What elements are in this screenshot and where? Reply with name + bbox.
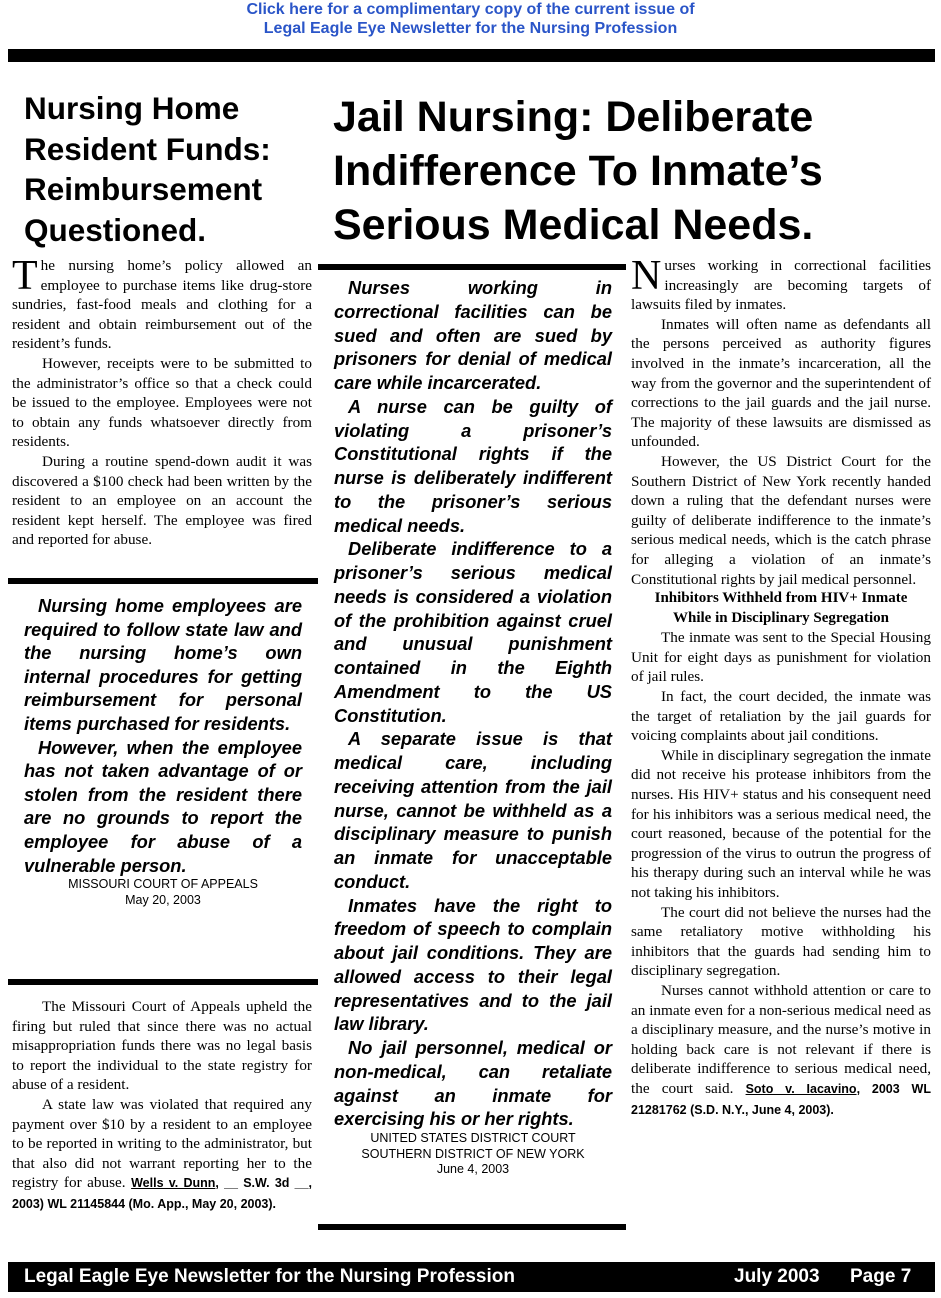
main-title-line-1: Jail Nursing: Deliberate [333,93,814,141]
footer-issue-date: July 2003 [734,1266,820,1287]
main-paragraph-3: However, the US District Court for the Southern District of New York recently handed down a ruling that the defendant nurses were guilty of deliberate indifference to the inmate’s serious medical needs, which is the catch phrase for alleging a violation of an inmate’s Constitutional rights by jail medical personnel. [631,452,931,588]
promo-line-1[interactable]: Click here for a complimentary copy of the current issue of [246,1,695,18]
left-closing-para-1: The Missouri Court of Appeals upheld the firing but ruled that since there was no actual misappropriation funds there was no legal basis to report the individual to the state registry for abuse of a resident. [12,998,312,1094]
left-article-body [12,253,312,550]
main-court-date: June 4, 2003 [436,1162,510,1176]
left-pull-quote [24,594,302,908]
main-court-line-2: SOUTHERN DISTRICT OF NEW YORK [361,1146,585,1161]
main-subhead-line-1: Inhibitors Withheld from HIV+ Inmate [654,590,908,607]
main-pull-para-5: Inmates have the right to freedom of speech to complain about jail conditions. They are allowed access to their legal representatives and to the jail law library. [334,894,612,1035]
left-rule-upper [8,578,318,584]
top-rule [8,49,935,62]
main-article-title [333,90,933,252]
left-article-title [24,88,324,250]
main-paragraph-7: The court did not believe the nurses had the same retaliatory motive withholding his inhibitors that the guards had sending him to disciplinary segregation. [631,903,931,980]
promo-line-2[interactable]: Legal Eagle Eye Newsletter for the Nursing Profession [263,20,678,37]
left-paragraph-2: However, receipts were to be submitted to the administrator’s office so that a check could be issued to the employee. Employees were not to obtain any funds whatsoever directly from residents. [12,354,312,451]
middle-rule-top [318,264,626,270]
main-paragraph-2: Inmates will often name as defendants all the persons perceived as authority figures involved in the inmate’s incarceration, all the way from the governor and the superintendent of corrections to the jail guards and the jail nurse. The majority of these lawsuits are dismissed as unfounded. [631,315,931,451]
main-article-body [631,253,931,1120]
promo-link[interactable] [0,0,941,38]
left-article-closing [12,997,312,1215]
main-title-line-3: Serious Medical Needs. [333,201,814,249]
footer-page-number: Page 7 [850,1266,912,1287]
main-pull-para-4: A separate issue is that medical care, including receiving attention from the jail nurse, cannot be withheld as a disciplinary measure to punish an inmate for unacceptable conduct. [334,728,612,892]
main-paragraph-5: In fact, the court decided, the inmate was the target of retaliation by the jail guards for voicing complaints about jail conditions. [631,688,931,745]
main-subhead-line-2: While in Disciplinary Segregation [673,609,889,626]
left-citation-case[interactable]: Wells v. Dunn [131,1176,216,1191]
main-pull-para-3: Deliberate indifference to a prisoner’s serious medical needs is considered a violation of the prohibition against cruel and unusual punishment contained in the Eighth Amendment to the US Constitution. [334,538,612,726]
main-paragraph-6: While in disciplinary segregation the inmate did not receive his protease inhibitors from the nurses. His HIV+ status and his consequent need for his inhibitors was a serious medical need, the court reasoned, because of the potential for the progression of the virus to outrun the progress of his therapy during such an interval while he was not taking his inhibitors. [631,746,931,901]
left-pull-para-1: Nursing home employees are required to follow state law and the nursing home’s own internal procedures for getting reimbursement for personal items purchased for residents. [24,595,302,734]
footer-newsletter-name: Legal Eagle Eye Newsletter for the Nursing Profession [24,1266,515,1287]
left-citation: Wells v. Dunn, __ S.W. 3d __, 2003) WL 21145844 (Mo. App., May 20, 2003). [12,1176,313,1211]
main-subhead [631,589,931,628]
left-dropcap: T [12,253,38,299]
main-pull-para-6: No jail personnel, medical or non-medical, can retaliate against an inmate for exercising his or her rights. [334,1037,612,1130]
left-court-date: May 20, 2003 [125,892,201,907]
main-court-line-1: UNITED STATES DISTRICT COURT [370,1131,576,1145]
main-pull-quote [334,276,612,1178]
main-title-line-2: Indifference To Inmate’s [333,147,823,195]
left-pull-para-2: However, when the employee has not taken advantage of or stolen from the resident there are no grounds to report the employee for abuse of a vulnerable person. [24,736,302,876]
left-title-line-2: Resident Funds: [24,130,271,167]
left-paragraph-3: During a routine spend-down audit it was discovered a $100 check had been written by the resident to an employee on an account the resident kept herself. The employee was fired and reported for abuse. [12,452,312,549]
left-rule-lower [8,979,318,985]
left-closing-para-2: A state law was violated that required any payment over $10 by a resident to an employee to be reported in writing to the administrator, but that also did not warrant reporting her to the registry for abuse. Wells v. Dunn, __ S.W. 3d __, 2003) WL 21145844 (Mo. App., May 20, 2003). [12,1095,313,1211]
page-footer [8,1262,935,1292]
left-title-line-3: Reimbursement [24,171,263,207]
left-paragraph-1: The nursing home’s policy allowed an employee to purchase items like drug-store sundries, fast-food meals and clothing for a resident and obtain reimbursement out of the resident’s funds. [12,253,312,353]
main-citation-case[interactable]: Soto v. Iacavino [745,1081,857,1096]
main-citation: Soto v. Iacavino, 2003 WL 21281762 (S.D. N.Y., June 4, 2003). [631,1081,931,1117]
main-pull-para-1: Nurses working in correctional facilities can be sued and often are sued by prisoners for denial of medical care while incarcerated. [334,277,612,393]
main-paragraph-1: Nurses working in correctional facilities increasingly are becoming targets of lawsuits filed by inmates. [631,253,931,314]
main-pull-para-2: A nurse can be guilty of violating a prisoner’s Constitutional rights if the nurse is deliberately indifferent to the prisoner’s serious medical needs. [334,395,612,536]
main-paragraph-4: The inmate was sent to the Special Housing Unit for eight days as punishment for violation of jail rules. [631,629,931,686]
main-paragraph-8: Nurses cannot withhold attention or care to an inmate even for a non-serious medical need as a disciplinary measure, and the nurse’s motive in holding back care is not relevant if there is deliberate indifference to serious medical need, the court said. Soto v. Iacavino, 2003 WL 21281762 (S.D. N.Y., June 4, 2003). [631,981,931,1117]
main-dropcap: N [631,253,662,299]
left-court-name: MISSOURI COURT OF APPEALS [68,877,258,892]
middle-rule-bottom [318,1224,626,1230]
left-title-line-1: Nursing Home [24,90,240,126]
left-title-line-4: Questioned. [24,211,207,248]
